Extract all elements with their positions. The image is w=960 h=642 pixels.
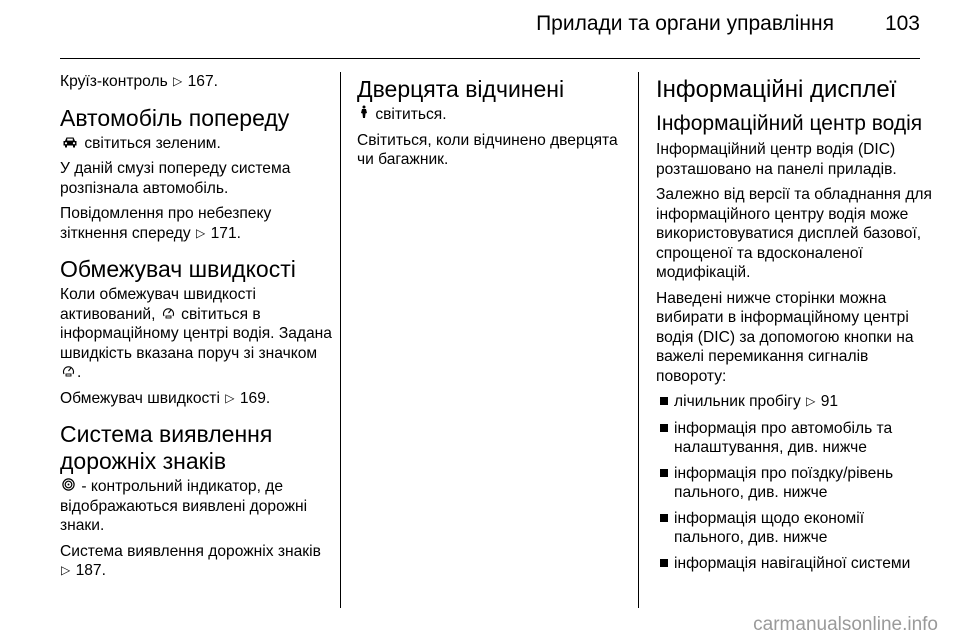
page-number: 103 — [884, 12, 920, 35]
door-open-description: Світиться, коли відчинено дверцята чи багажник. — [357, 131, 618, 168]
list-item: інформація щодо економії пального, див. нижче — [656, 509, 934, 548]
header-divider — [60, 58, 920, 59]
bullet-square-icon — [660, 559, 668, 567]
bullet-square-icon — [660, 469, 668, 477]
dic-paragraph-2: Залежно від версії та обладнання для інформаційного центру водія може використовуватися дисплей базової, спрощеної та вдосконаленої модифікацій. — [656, 186, 932, 281]
door-open-icon — [357, 105, 371, 125]
vehicle-ahead-description: У даній смузі попереду система розпізнала автомобіль. — [60, 160, 291, 197]
cross-reference-arrow-icon: ▷ — [806, 394, 816, 408]
vehicle-ahead-indicator: світиться зеленим. — [60, 134, 332, 154]
list-item: інформація про автомобіль та налаштування, див. нижче — [656, 419, 934, 458]
dic-paragraph-3: Наведені нижче сторінки можна вибирати в інформаційному центрі водія (DIC) за допомогою кнопки на важелі перемикання сигналів повороту: — [656, 289, 914, 385]
car-front-icon — [60, 134, 80, 154]
column-divider-1 — [340, 72, 341, 608]
speed-limiter-icon — [160, 305, 177, 325]
traffic-sign-ref: Система виявлення дорожніх знаків ▷ 187. — [60, 542, 321, 579]
traffic-sign-description: - контрольний індикатор, де відображаються виявлені дорожні знаки. — [60, 478, 308, 534]
cross-reference-arrow-icon: ▷ — [196, 225, 206, 240]
dic-pages-list — [656, 392, 934, 573]
dic-subheading: Інформаційний центр водія — [656, 112, 923, 135]
page-header-title: Прилади та органи управління — [536, 12, 834, 35]
bullet-square-icon — [660, 424, 668, 432]
odometer-page-link[interactable]: 91 — [820, 393, 839, 410]
speed-limiter-ref: Обмежувач швидкості ▷ 169. — [60, 389, 271, 407]
bullet-square-icon — [660, 514, 668, 522]
column-3 — [656, 72, 934, 579]
speed-limiter-page-link[interactable]: 169. — [239, 389, 271, 407]
vehicle-ahead-heading: Автомобіль попереду — [60, 104, 290, 131]
traffic-sign-heading: Система виявлення дорожніх знаків — [60, 421, 273, 474]
bullet-square-icon — [660, 397, 668, 405]
collision-warning-ref: Повідомлення про небезпеку зіткнення спереду ▷ 171. — [60, 205, 272, 242]
column-divider-2 — [638, 72, 639, 608]
cross-reference-arrow-icon: ▷ — [225, 390, 235, 405]
speed-limiter-heading: Обмежувач швидкості — [60, 256, 296, 282]
cruise-control-ref: Круїз-контроль ▷ 167. — [60, 73, 218, 90]
cross-reference-arrow-icon: ▷ — [173, 74, 183, 88]
door-open-heading: Дверцята відчинені — [357, 76, 565, 102]
info-displays-heading: Інформаційні дисплеї — [656, 76, 897, 103]
traffic-sign-page-link[interactable]: 187. — [75, 562, 106, 579]
column-2 — [357, 72, 627, 176]
list-item: інформація навігаційної системи — [656, 554, 934, 574]
speed-limiter-icon — [60, 363, 77, 383]
watermark: carmanualsonline.info — [753, 614, 938, 635]
collision-warning-page-link[interactable]: 171. — [210, 224, 241, 242]
column-1 — [60, 72, 332, 588]
traffic-sign-icon — [60, 477, 77, 497]
cruise-control-page-link[interactable]: 167. — [187, 73, 218, 90]
door-open-indicator: світиться. — [357, 105, 627, 125]
list-item: інформація про поїздку/рівень пального, див. нижче — [656, 464, 934, 503]
dic-paragraph-1: Інформаційний центр водія (DIC) розташовано на панелі приладів. — [656, 141, 897, 178]
list-item: лічильник пробігу ▷ 91 — [656, 392, 934, 413]
speed-limiter-description: Коли обмежувач швидкості активований, світиться в інформаційному центрі водія. Задана швидкість вказана поруч зі значком . — [60, 286, 332, 381]
cross-reference-arrow-icon: ▷ — [61, 563, 71, 577]
